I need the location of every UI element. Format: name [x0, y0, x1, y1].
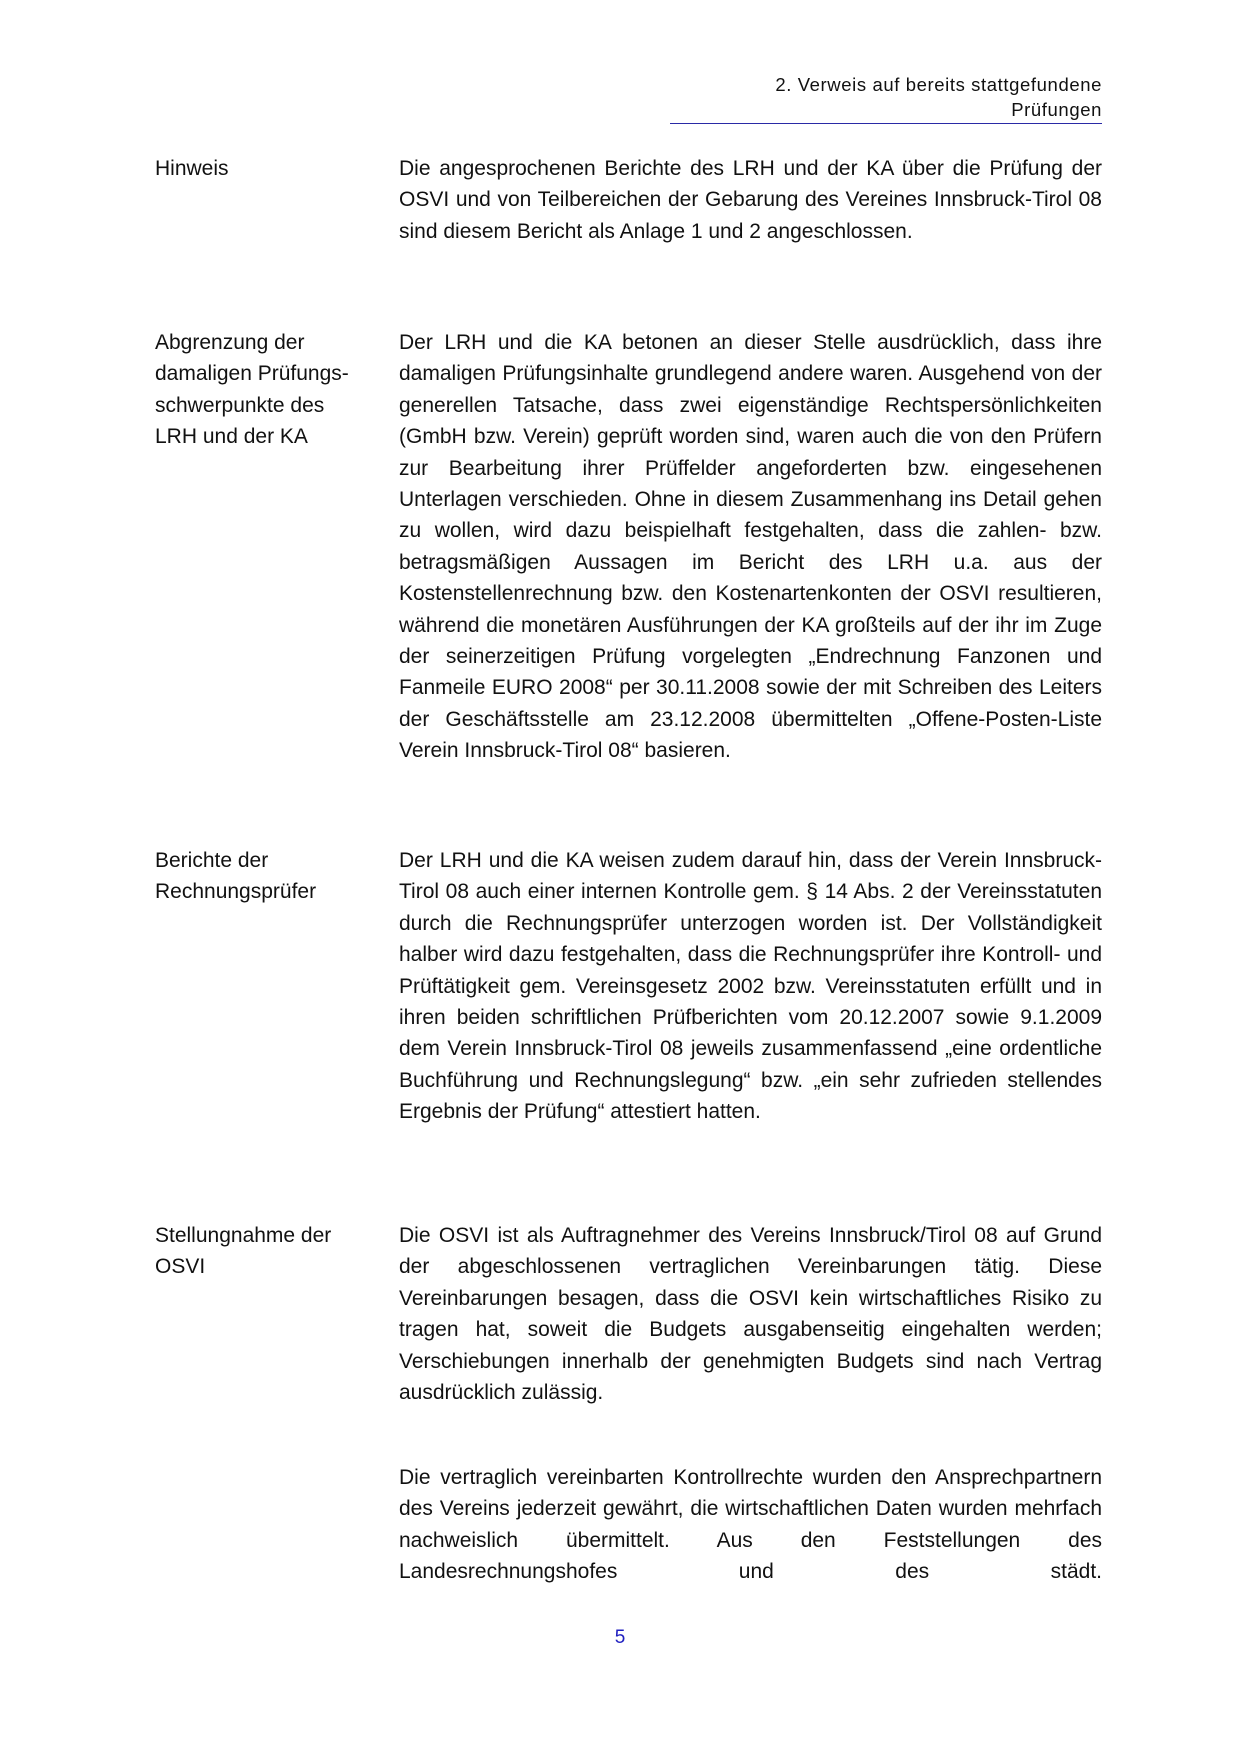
- margin-label-abgrenzung: Abgrenzung der damaligen Prüfungsschwerpunkte des LRH und der KA: [155, 331, 349, 449]
- paragraph-kontrollrechte: Die vertraglich vereinbarten Kontrollrechte wurden den Ansprechpartnern des Vereins jederzeit gewährt, die wirtschaftlichen Daten wurden mehrfach nachweislich übermittelt. Aus den Feststellungen des Landesrechnungshofes und des städt.: [399, 1466, 1102, 1584]
- page-number: 5: [614, 1627, 626, 1648]
- margin-label-stellungnahme: Stellungnahme der OSVI: [155, 1224, 332, 1279]
- running-header: [670, 72, 1102, 122]
- margin-label-rechnungspruefer: Berichte der Rechnungsprüfer: [155, 849, 317, 904]
- paragraph-abgrenzung: Der LRH und die KA betonen an dieser Stelle ausdrücklich, dass ihre damaligen Prüfungsinhalte grundlegend andere waren. Ausgehend von der generellen Tatsache, dass zwei eigenständige Rechtspersönlichkeiten (GmbH bzw. Verein) geprüft worden sind, waren auch die von den Prüfern zur Bearbeitung ihrer Prüffelder angeforderten bzw. eingesehenen Unterlagen verschieden. Ohne in diesem Zusammenhang ins Detail gehen zu wollen, wird dazu beispielhaft festgehalten, dass die zahlen- bzw. betragsmäßigen Aussagen im Bericht des LRH u.a. aus der Kostenstellenrechnung bzw. den Kostenartenkonten der OSVI resultieren, während die monetären Ausführungen der KA großteils auf der ihr im Zuge der seinerzeitigen Prüfung vorgelegten „Endrechnung Fanzonen und Fanmeile EURO 2008“ per 30.11.2008 sowie der mit Schreiben des Leiters der Geschäftsstelle am 23.12.2008 übermittelten „Offene-Posten-Liste Verein Innsbruck-Tirol 08“ basieren.: [399, 331, 1102, 763]
- paragraph-rechnungspruefer: Der LRH und die KA weisen zudem darauf hin, dass der Verein Innsbruck-Tirol 08 auch einer internen Kontrolle gem. § 14 Abs. 2 der Vereinsstatuten durch die Rechnungsprüfer unterzogen worden ist. Der Vollständigkeit halber wird dazu festgehalten, dass die Rechnungsprüfer ihre Kontroll- und Prüftätigkeit gem. Vereinsgesetz 2002 bzw. Vereinsstatuten erfüllt und in ihren beiden schriftlichen Prüfberichten vom 20.12.2007 sowie 9.1.2009 dem Verein Innsbruck-Tirol 08 jeweils zusammenfassend „eine ordentliche Buchführung und Rechnungslegung“ bzw. „ein sehr zufrieden stellendes Ergebnis der Prüfung“ attestiert hatten.: [399, 849, 1102, 1124]
- running-header-line-1: 2. Verweis auf bereits stattgefundene: [775, 74, 1102, 95]
- running-header-line-2: Prüfungen: [1011, 99, 1102, 120]
- margin-label-hinweis: Hinweis: [155, 157, 229, 180]
- header-divider: [670, 123, 1102, 124]
- paragraph-stellungnahme: Die OSVI ist als Auftragnehmer des Vereins Innsbruck/Tirol 08 auf Grund der abgeschlossenen vertraglichen Vereinbarungen tätig. Diese Vereinbarungen besagen, dass die OSVI kein wirtschaftliches Risiko zu tragen hat, soweit die Budgets ausgabenseitig eingehalten werden; Verschiebungen innerhalb der genehmigten Budgets sind nach Vertrag ausdrücklich zulässig.: [399, 1224, 1102, 1405]
- paragraph-hinweis: Die angesprochenen Berichte des LRH und der KA über die Prüfung der OSVI und von Teilbereichen der Gebarung des Vereines Innsbruck-Tirol 08 sind diesem Bericht als Anlage 1 und 2 angeschlossen.: [399, 157, 1102, 243]
